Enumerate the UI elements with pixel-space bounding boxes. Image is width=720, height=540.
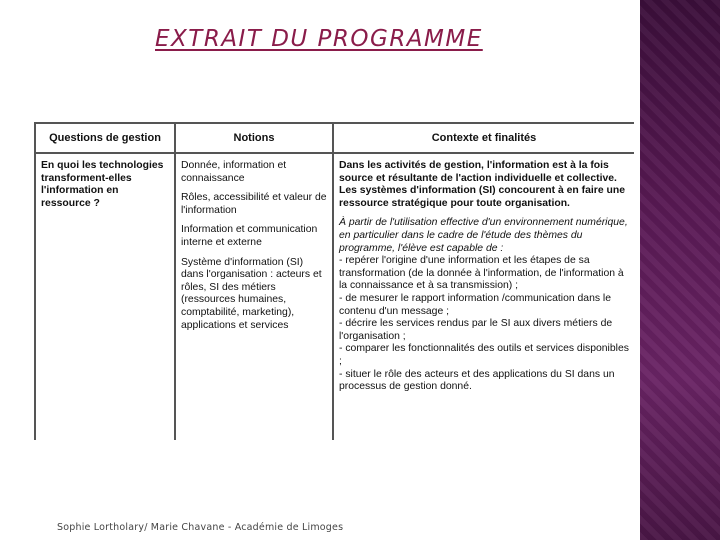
context-item: - comparer les fonctionnalités des outils et services disponibles ; bbox=[339, 343, 629, 367]
context-capability: À partir de l'utilisation effective d'un environnement numérique, en particulier dans le cadre de l'étude des thèmes du programme, l'élève est capable de : bbox=[339, 217, 628, 254]
context-intro: Dans les activités de gestion, l'information est à la fois source et résultante de l'action individuelle et collective. Les systèmes d'information (SI) concourent à en faire une ressource stratégique pour toute organisation. bbox=[339, 160, 625, 209]
context-item: - décrire les services rendus par le SI aux divers métiers de l'organisation ; bbox=[339, 318, 613, 342]
header-contexte: Contexte et finalités bbox=[334, 124, 634, 154]
slide-title: EXTRAIT DU PROGRAMME bbox=[155, 26, 483, 52]
header-notions: Notions bbox=[176, 124, 332, 154]
notion-item: Système d'information (SI) dans l'organisation : acteurs et rôles, SI des métiers (ressources humaines, comptabilité, marketing), applications et services bbox=[181, 256, 322, 331]
question-text: En quoi les technologies transforment-elles l'information en ressource ? bbox=[41, 160, 164, 209]
notion-item: Information et communication interne et externe bbox=[181, 224, 318, 248]
notion-item: Donnée, information et connaissance bbox=[181, 160, 287, 184]
notions-cell bbox=[176, 160, 332, 339]
question-cell bbox=[36, 160, 174, 217]
context-item: - de mesurer le rapport information /communication dans le contenu d'un message ; bbox=[339, 292, 612, 317]
context-item: - repérer l'origine d'une information et les étapes de sa transformation (de la donnée à l'information, de l'information à la connaissance et à sa transmission) ; bbox=[339, 255, 624, 292]
header-questions: Questions de gestion bbox=[36, 124, 174, 154]
context-item: - situer le rôle des acteurs et des applications du SI dans un processus de gestion donné. bbox=[339, 368, 615, 393]
decorative-side-band bbox=[640, 0, 720, 540]
notion-item: Rôles, accessibilité et valeur de l'information bbox=[181, 192, 327, 216]
context-cell bbox=[334, 160, 634, 394]
program-table bbox=[34, 122, 634, 440]
slide-footer: Sophie Lortholary/ Marie Chavane - Académie de Limoges bbox=[57, 522, 344, 533]
